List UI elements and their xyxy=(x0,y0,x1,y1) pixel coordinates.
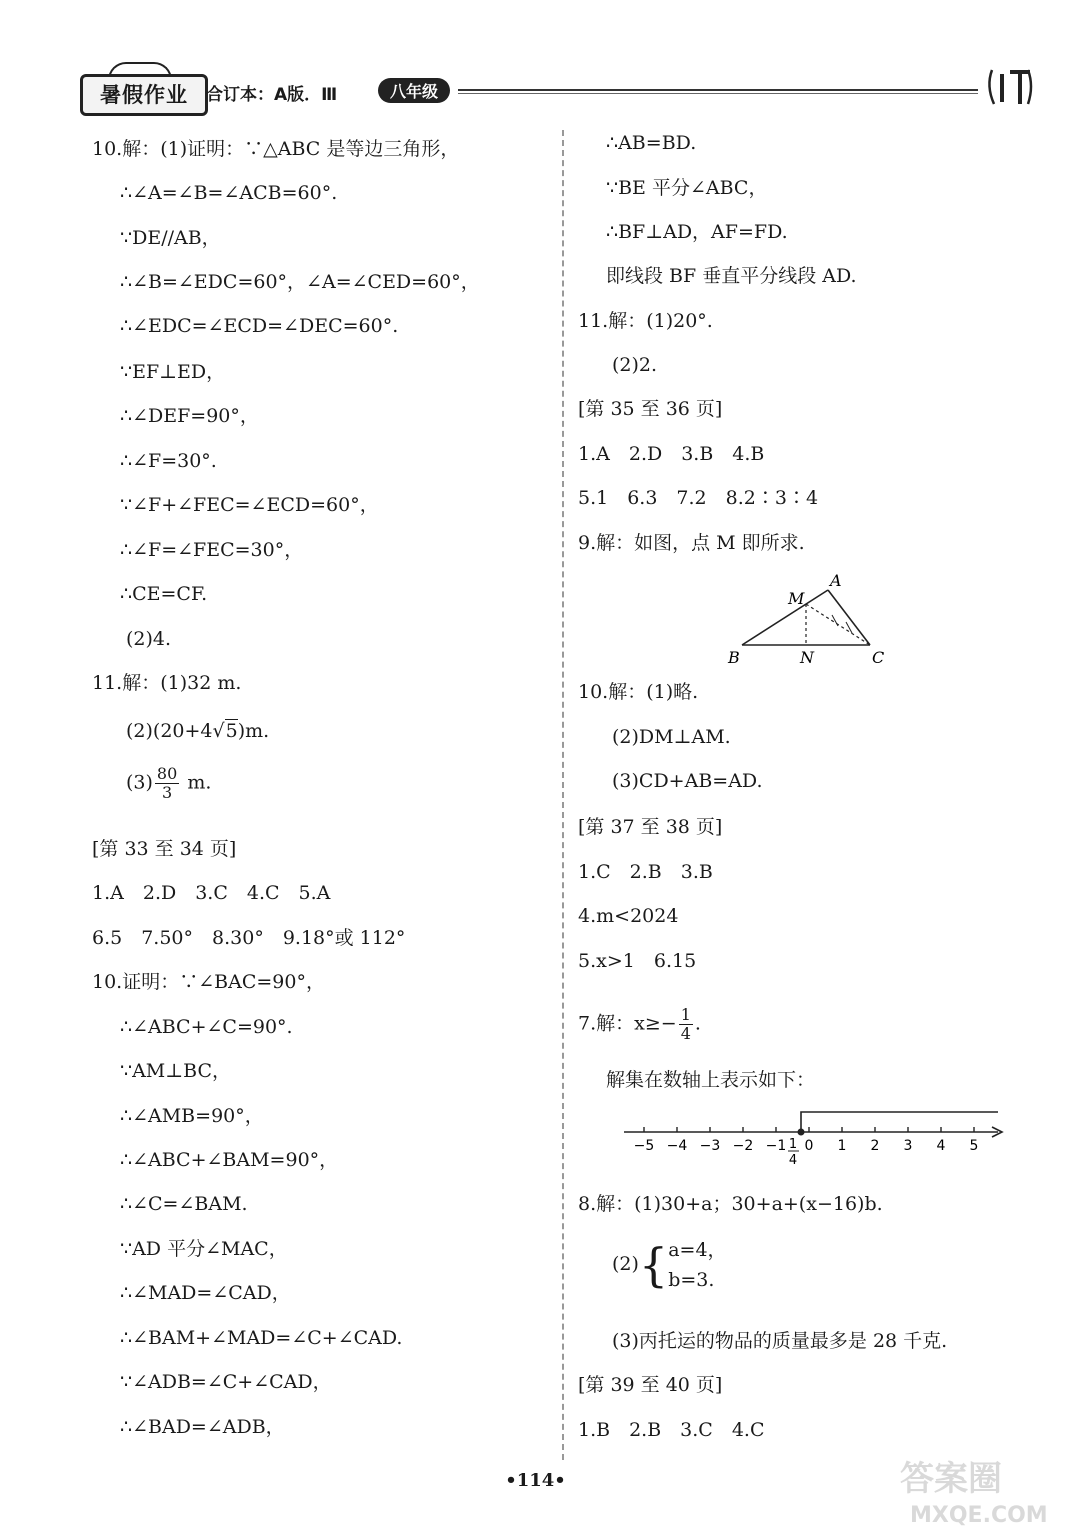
tick-label: −5 xyxy=(633,1138,655,1154)
number-line-ticks xyxy=(634,1127,979,1154)
answer-line: ∴∠AMB=90°， xyxy=(120,1105,264,1127)
tick-label: −4 xyxy=(666,1138,688,1154)
equation-system xyxy=(668,1235,726,1295)
answer-line: 10.解：(1)证明：∵△ABC 是等边三角形， xyxy=(92,138,460,160)
series-logo: 暑假作业 xyxy=(80,74,208,116)
answer-line: ∴CE=CF. xyxy=(120,583,208,605)
header-rule xyxy=(458,89,978,91)
answer-line: ∴∠C=∠BAM. xyxy=(120,1193,248,1215)
answer-line: ∴∠DEF=90°， xyxy=(120,405,259,427)
expr-part: )m. xyxy=(237,720,270,742)
answer-line-fraction xyxy=(126,765,211,802)
answer-line: ∴∠A=∠B=∠ACB=60°. xyxy=(120,182,338,204)
tick-label: −3 xyxy=(699,1138,721,1154)
book-title: 合订本：A版．Ⅲ xyxy=(206,85,338,105)
triangle-figure xyxy=(722,570,892,670)
triangle-shape xyxy=(742,590,870,645)
header-rule-thin xyxy=(458,93,978,94)
denominator: 4 xyxy=(680,1024,691,1043)
answer-line: 解集在数轴上表示如下： xyxy=(606,1069,816,1091)
answer-line: 4.m<2024 xyxy=(578,905,679,927)
grade-badge: 八年级 xyxy=(378,78,450,103)
answer-line: ∵AM⊥BC， xyxy=(120,1060,231,1082)
answer-line: ∵DE//AB， xyxy=(120,227,221,249)
watermark-text: 答案圈 xyxy=(900,1459,1002,1499)
section-heading: [第 37 至 38 页] xyxy=(578,816,723,838)
answer-line: ∴∠ABC+∠BAM=90°， xyxy=(120,1149,339,1171)
expr-part: m. xyxy=(181,771,212,794)
watermark-url: MXQE.COM xyxy=(910,1503,1048,1528)
tick-label: 4 xyxy=(936,1138,946,1154)
marker-fraction-numerator: 1 xyxy=(788,1137,798,1152)
section-heading: [第 33 至 34 页] xyxy=(92,838,237,860)
answer-line: ∴∠EDC=∠ECD=∠DEC=60°. xyxy=(120,315,399,337)
answer-line: 5.x>1 6.15 xyxy=(578,950,697,972)
answer-line: ∴∠F=30°. xyxy=(120,450,217,472)
answer-line: 9.解：如图，点 M 即所求. xyxy=(578,532,805,554)
vertex-label-b: B xyxy=(728,648,740,667)
answer-line: 8.解：(1)30+a；30+a+(x−16)b. xyxy=(578,1193,883,1215)
answer-line: ∴AB=BD. xyxy=(606,132,697,154)
answer-line: 1.A 2.D 3.C 4.C 5.A xyxy=(92,882,331,904)
tick-label: −2 xyxy=(732,1138,754,1154)
answer-line: (3)丙托运的物品的质量最多是 28 千克. xyxy=(612,1330,948,1352)
answer-line: ∵EF⊥ED， xyxy=(120,361,226,383)
answer-line: ∴∠BAD=∠ADB， xyxy=(120,1416,285,1438)
answer-line: (2)2. xyxy=(612,354,658,376)
numerator: 80 xyxy=(156,764,178,783)
answer-line: ∵BE 平分∠ABC， xyxy=(606,177,768,199)
answer-line: ∵∠F+∠FEC=∠ECD=60°， xyxy=(120,494,379,516)
answer-line: (2)4. xyxy=(126,628,172,650)
tick-label: −1 xyxy=(765,1138,787,1154)
brace-symbol: { xyxy=(638,1238,669,1292)
expr-part: (2) xyxy=(612,1253,639,1275)
denominator: 3 xyxy=(162,783,173,802)
expr-part: (3) xyxy=(126,771,153,794)
page-number: •114• xyxy=(505,1470,566,1491)
tick-label: 3 xyxy=(903,1138,913,1154)
sqrt-radicand: 5 xyxy=(225,720,238,742)
brand-mark-icon xyxy=(984,64,1036,110)
vertex-label-c: C xyxy=(872,648,885,667)
section-heading: [第 39 至 40 页] xyxy=(578,1374,723,1396)
equation-b: b=3. xyxy=(668,1269,715,1291)
expr-part: (2)(20+4 xyxy=(126,720,213,742)
answer-line: 1.B 2.B 3.C 4.C xyxy=(578,1419,765,1441)
tick-label: 2 xyxy=(870,1138,880,1154)
answer-line: ∴BF⊥AD，AF=FD. xyxy=(606,221,788,243)
number-line xyxy=(620,1100,1010,1170)
point-label-m: M xyxy=(788,589,805,608)
answer-line: 11.解：(1)32 m. xyxy=(92,672,242,694)
page-header xyxy=(78,62,1038,114)
vertex-label-a: A xyxy=(830,571,842,590)
answer-line: 10.解：(1)略. xyxy=(578,681,699,703)
answer-line: ∵AD 平分∠MAC， xyxy=(120,1238,288,1260)
tick-label: 5 xyxy=(969,1138,979,1154)
answer-line-system xyxy=(612,1235,727,1295)
answer-line: 1.A 2.D 3.B 4.B xyxy=(578,443,765,465)
numerator: 1 xyxy=(680,1005,691,1024)
fraction xyxy=(679,1006,693,1043)
answer-line: (2)DM⊥AM. xyxy=(612,726,731,748)
equation-a: a=4， xyxy=(668,1239,727,1261)
answer-line: 11.解：(1)20°. xyxy=(578,310,713,332)
solution-set-bracket xyxy=(801,1112,998,1132)
point-label-n: N xyxy=(800,648,814,667)
answer-line: ∴∠B=∠EDC=60°，∠A=∠CED=60°， xyxy=(120,271,480,293)
fraction xyxy=(155,765,179,802)
answer-line-sqrt: (2)(20+4√5)m. xyxy=(126,720,270,742)
column-divider xyxy=(562,130,564,1460)
answer-line: ∴∠F=∠FEC=30°， xyxy=(120,539,304,561)
answer-line: 5.1 6.3 7.2 8.2∶3∶4 xyxy=(578,487,819,509)
answer-line: ∵∠ADB=∠C+∠CAD， xyxy=(120,1371,332,1393)
section-heading: [第 35 至 36 页] xyxy=(578,398,723,420)
tick-label: 0 xyxy=(804,1138,814,1154)
answer-line-fraction xyxy=(578,1006,701,1043)
answer-line: ∴∠MAD=∠CAD， xyxy=(120,1282,291,1304)
answer-line: (3)CD+AB=AD. xyxy=(612,770,763,792)
marker-fraction-denominator: 4 xyxy=(788,1153,798,1168)
answer-line: 即线段 BF 垂直平分线段 AD. xyxy=(606,265,857,287)
answer-line: 10.证明：∵∠BAC=90°， xyxy=(92,971,325,993)
answer-line: ∴∠ABC+∠C=90°. xyxy=(120,1016,293,1038)
tick-label: 1 xyxy=(837,1138,847,1154)
answer-line: 1.C 2.B 3.B xyxy=(578,861,713,883)
site-watermark xyxy=(900,1450,1060,1530)
expr-part: . xyxy=(694,1012,701,1035)
solution-endpoint xyxy=(798,1129,805,1136)
answer-line: 6.5 7.50° 8.30° 9.18°或 112° xyxy=(92,927,406,949)
answer-line: ∴∠BAM+∠MAD=∠C+∠CAD. xyxy=(120,1327,403,1349)
expr-part: 7.解：x≥− xyxy=(578,1012,677,1035)
